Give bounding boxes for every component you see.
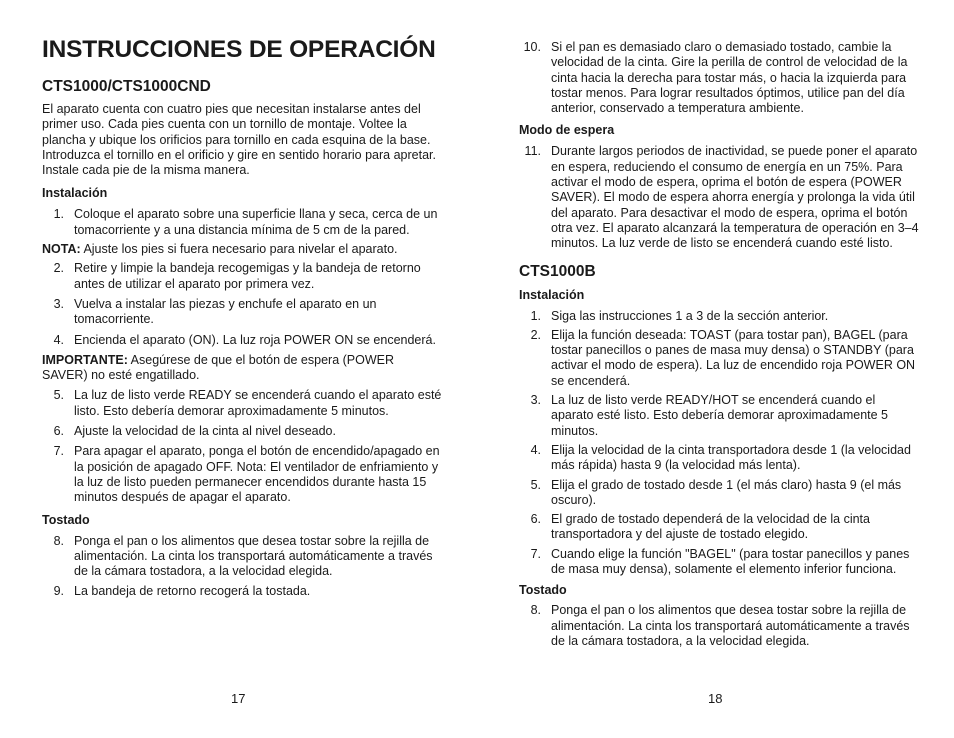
list-item: 6. Ajuste la velocidad de la cinta al nivel deseado.	[53, 424, 336, 439]
toast-list-b	[519, 603, 919, 649]
left-page	[42, 0, 442, 600]
list-item: 9. La bandeja de retorno recogerá la tostada.	[53, 584, 311, 599]
list-item: 5. Elija el grado de tostado desde 1 (el más claro) hasta 9 (el más oscuro).	[530, 477, 902, 507]
install-list-b	[519, 309, 919, 578]
list-item: 10. Si el pan es demasiado claro o demasiado tostado, cambie la velocidad de la cinta. Gire la perilla de control de velocidad de la cinta hacia la derecha para tostar más, o hacia la izquierda para tostar menos. Para lograr resultados óptimos, utilice pan del día anterior, conservado a temperatura ambiente.	[523, 40, 908, 116]
list-item: 2. Elija la función deseada: TOAST (para tostar pan), BAGEL (para tostar panecillos o panes de masa muy densa) o STANDBY (para activar el modo de espera). La luz de encendido roja POWER ON se encenderá.	[530, 327, 916, 388]
list-item: 6. El grado de tostado dependerá de la velocidad de la cinta transportadora y del ajuste de tostado elegido.	[530, 512, 870, 542]
list-item: 4. Encienda el aparato (ON). La luz roja POWER ON se encenderá.	[53, 332, 436, 347]
model-heading-cts1000b: CTS1000B	[519, 262, 596, 280]
intro-paragraph: El aparato cuenta con cuatro pies que necesitan instalarse antes del primer uso. Cada pies cuenta con un tornillo de montaje. Voltee la plancha y ubique los orificios para tornillo en cada esquina de la base. Introduzca el tornillo en el orificio y gire en sentido horario para apretar. Instale cada pie de la misma manera.	[42, 102, 436, 178]
list-item: 8. Ponga el pan o los alimentos que desea tostar sobre la rejilla de alimentación. La cinta los transportará automáticamente a través de la cámara tostadora, a la velocidad elegida.	[53, 533, 433, 579]
toast-list	[42, 534, 442, 600]
install-heading: Instalación	[42, 186, 108, 201]
list-item: 5. La luz de listo verde READY se encenderá cuando el aparato esté listo. Esto debería demorar aproximadamente 5 minutos.	[53, 388, 442, 418]
toast-heading: Tostado	[42, 512, 90, 527]
install-heading-b: Instalación	[519, 287, 585, 302]
list-item: 1. Siga las instrucciones 1 a 3 de la sección anterior.	[530, 308, 829, 323]
page-number-left: 17	[231, 691, 246, 706]
standby-list	[519, 144, 919, 251]
install-list-2	[42, 261, 442, 347]
list-item: 1. Coloque el aparato sobre una superficie llana y seca, cerca de un tomacorriente y a una distancia mínima de 5 cm de la pared.	[53, 207, 438, 237]
toast-heading-b: Tostado	[519, 583, 567, 598]
list-item: 3. Vuelva a instalar las piezas y enchufe el aparato en un tomacorriente.	[53, 296, 377, 327]
list-item: 4. Elija la velocidad de la cinta transportadora desde 1 (la velocidad más rápida) hasta 9 (la velocidad más lenta).	[530, 442, 911, 473]
install-list-3	[42, 388, 442, 505]
page-title: INSTRUCCIONES DE OPERACIÓN	[42, 36, 436, 63]
list-item: 7. Cuando elige la función "BAGEL" (para tostar panecillos y panes de masa muy densa), solamente el elemento inferior funciona.	[530, 546, 910, 577]
list-item: 3. La luz de listo verde READY/HOT se encenderá cuando el aparato esté listo. Esto debería demorar aproximadamente 5 minutos.	[530, 393, 888, 438]
right-page	[519, 0, 919, 649]
install-list-1	[42, 207, 442, 238]
model-heading-cts1000: CTS1000/CTS1000CND	[42, 78, 211, 95]
page-number-right: 18	[708, 691, 723, 706]
list-item: 8. Ponga el pan o los alimentos que desea tostar sobre la rejilla de alimentación. La cinta los transportará automáticamente a través de la cámara tostadora, a la velocidad elegida.	[530, 603, 910, 648]
list-item: 2. Retire y limpie la bandeja recogemigas y la bandeja de retorno antes de utilizar el aparato por primera vez.	[53, 261, 421, 291]
standby-heading: Modo de espera	[519, 123, 615, 138]
important-paragraph: IMPORTANTE: Asegúrese de que el botón de espera (POWER SAVER) no esté engatillado.	[42, 352, 395, 383]
note-paragraph: NOTA: Ajuste los pies si fuera necesario para nivelar el aparato.	[42, 242, 398, 257]
list-item: 7. Para apagar el aparato, ponga el botón de encendido/apagado en la posición de apagado OFF. Nota: El ventilador de enfriamiento y la luz de listo pueden permanecer encendidos durante hasta 15 minutos después de apagar el aparato.	[53, 444, 440, 505]
list-item: 11. Durante largos periodos de inactividad, se puede poner el aparato en espera, reduciendo el consumo de energía en un 75%. Para activar el modo de espera, oprima el botón de espera (POWER SAVER). El modo de espera ahorra energía y prolonga la vida útil del aparato. Para desactivar el modo de espera, oprima el botón otra vez. El aparato alcanzará la temperatura de operación en 3–4 minutos. La luz verde de listo se encenderá cuando esté listo.	[524, 144, 919, 251]
step10-list	[519, 40, 919, 116]
